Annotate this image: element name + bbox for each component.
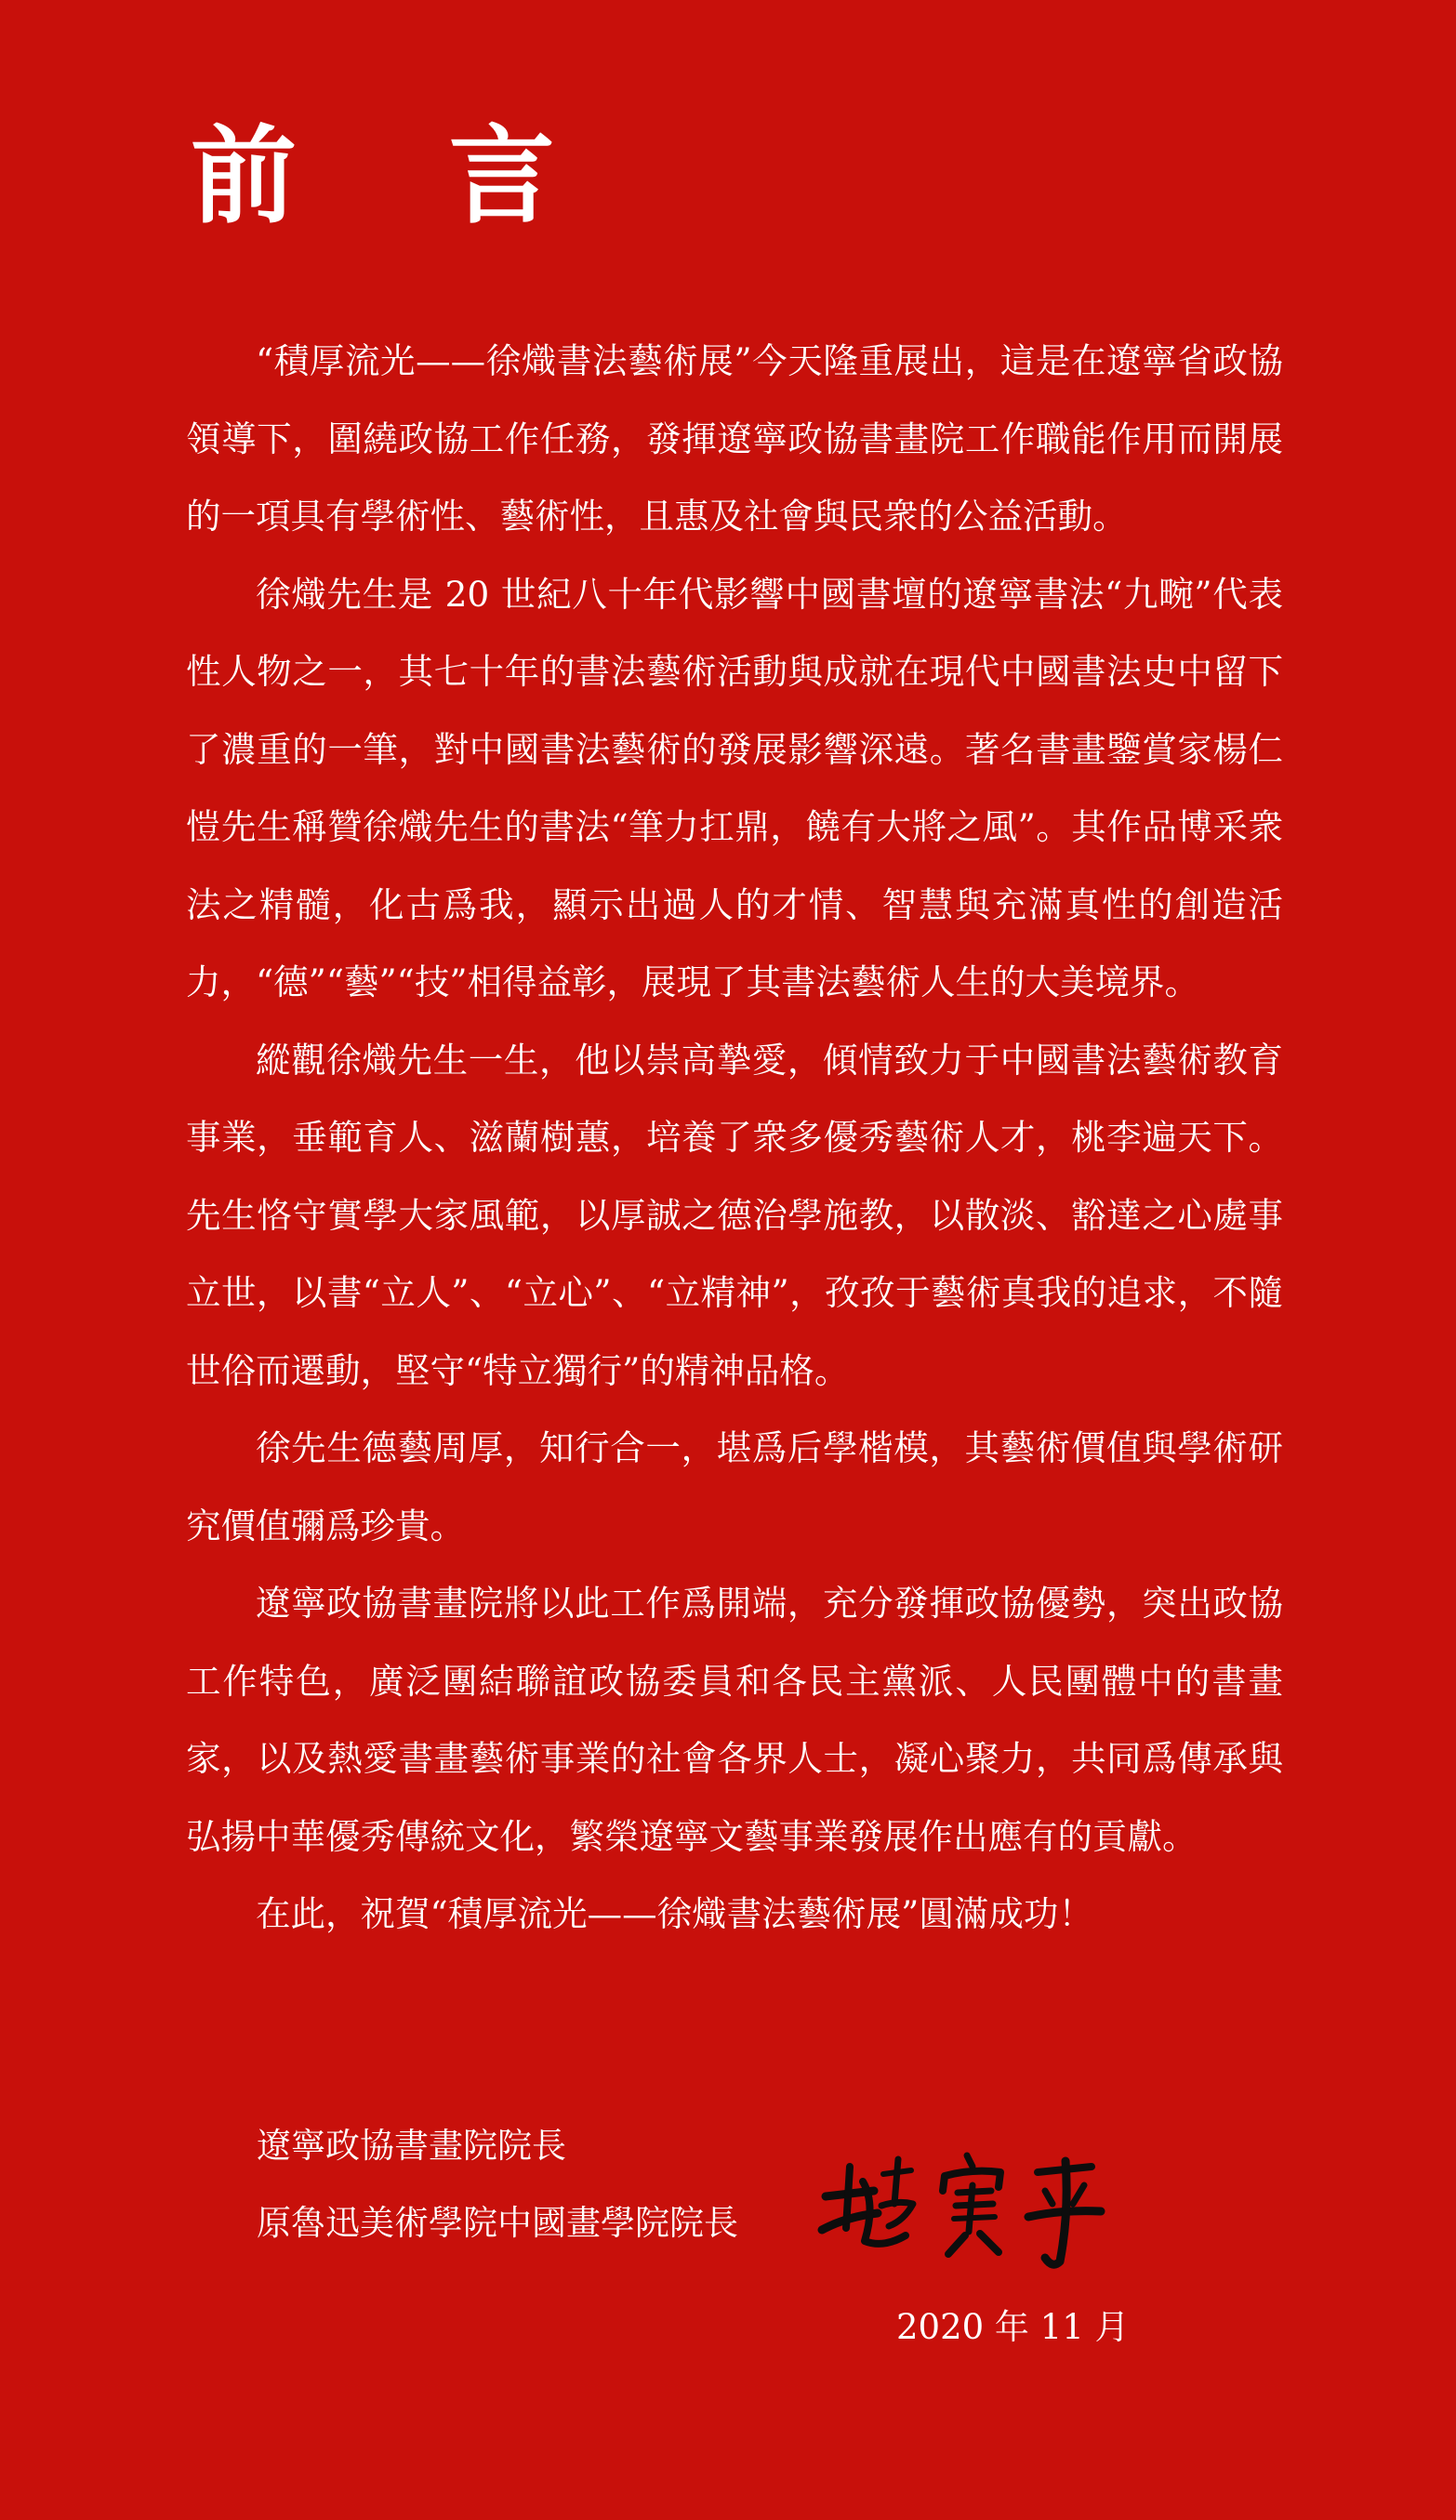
paragraph: 徐先生德藝周厚，知行合一，堪爲后學楷模，其藝術價值與學術研究價值彌爲珍貴。: [186, 1427, 1283, 1546]
paragraph: “積厚流光——徐熾書法藝術展”今天隆重展出，這是在遼寧省政協領導下，圍繞政協工作任務，發揮遼寧政協書畫院工作職能作用而開展的一項具有學術性、藝術性，且惠及社會與民衆的公益活動。: [186, 340, 1283, 537]
preface-body: [186, 323, 1283, 1954]
paragraph: 徐熾先生是 20 世紀八十年代影響中國書壇的遼寧書法“九畹”代表性人物之一，其七十年的書法藝術活動與成就在現代中國書法史中留下了濃重的一筆，對中國書法藝術的發展影響深遠。著名書畫鑒賞家楊仁愷先生稱贊徐熾先生的書法“筆力扛鼎，饒有大將之風”。其作品博采衆法之精髓，化古爲我，顯示出過人的才情、智慧與充滿真性的創造活力，“德”“藝”“技”相得益彰，展現了其書法藝術人生的大美境界。: [186, 573, 1283, 1002]
date: 2020 年 11 月: [896, 2307, 1130, 2347]
paragraph: 在此，祝賀“積厚流光——徐熾書法藝術展”圓滿成功！: [256, 1893, 1093, 1934]
paragraph: 縱觀徐熾先生一生，他以崇高摯愛，傾情致力于中國書法藝術教育事業，垂範育人、滋蘭樹蕙，培養了衆多優秀藝術人才，桃李遍天下。先生恪守實學大家風範，以厚誠之德治學施教，以散淡、豁達之心處事立世，以書“立人”、“立心”、“立精神”，孜孜于藝術真我的追求，不隨世俗而遷動，堅守“特立獨行”的精神品格。: [186, 1039, 1283, 1391]
signatory-titles: [257, 2107, 738, 2261]
signatory-title-2: 原魯迅美術學院中國畫學院院長: [257, 2203, 738, 2243]
signatory-title-1: 遼寧政協書畫院院長: [257, 2126, 566, 2166]
page-title: 前 言: [191, 113, 613, 238]
paragraph: 遼寧政協書畫院將以此工作爲開端，充分發揮政協優勢，突出政協工作特色，廣泛團結聯誼政協委員和各民主黨派、人民團體中的書畫家，以及熱愛書畫藝術事業的社會各界人士，凝心聚力，共同爲傳承與弘揚中華優秀傳統文化，繁榮遼寧文藝事業發展作出應有的貢獻。: [186, 1583, 1283, 1857]
handwritten-signature: [809, 2139, 1125, 2278]
